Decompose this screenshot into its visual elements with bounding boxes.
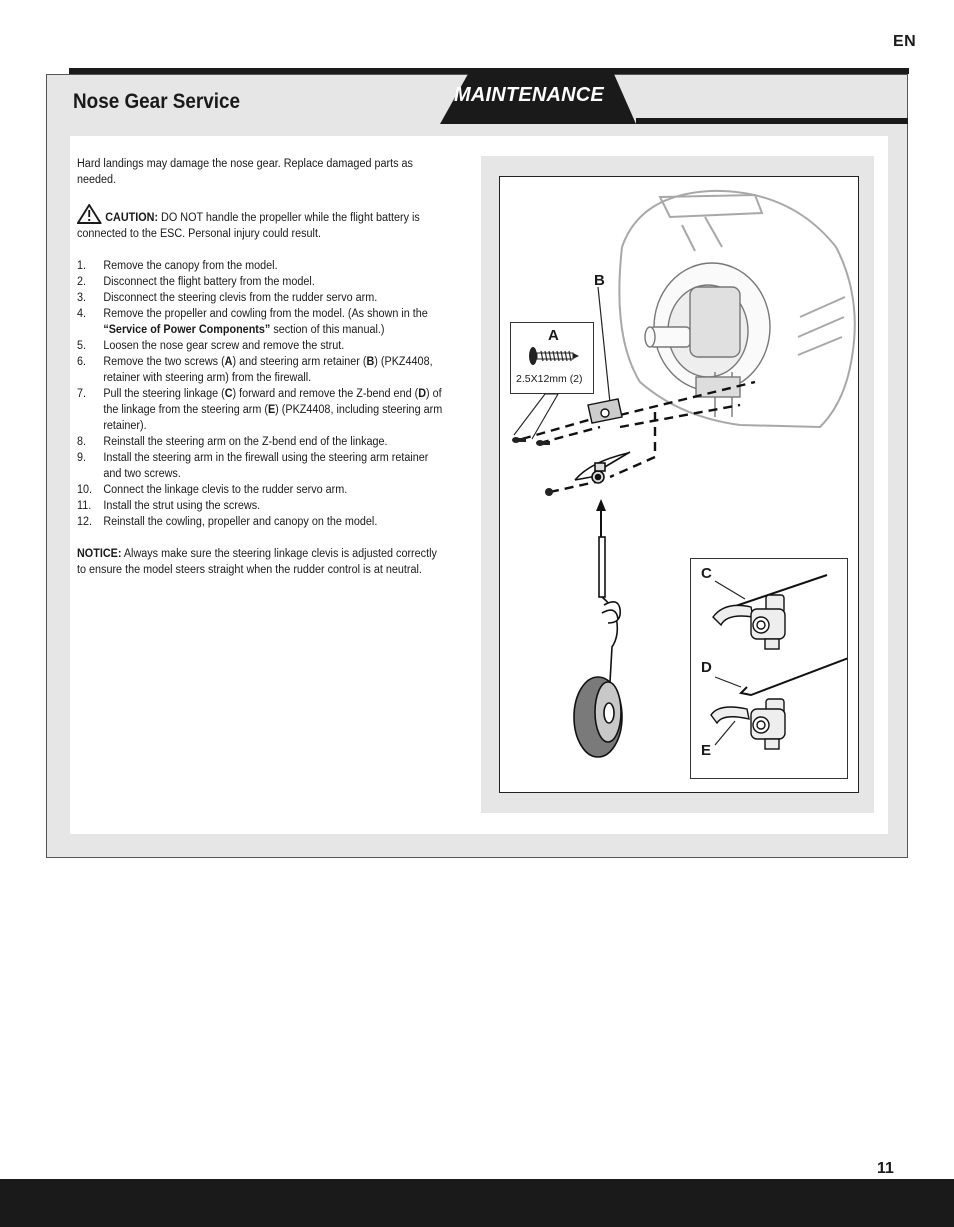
section-tab-label: MAINTENANCE <box>454 84 604 106</box>
caution-text: DO NOT handle the propeller while the flight battery is connected to the ESC. Personal injury could result. <box>77 212 420 240</box>
language-code: EN <box>893 33 917 50</box>
notice-text: Always make sure the steering linkage clevis is adjusted correctly to ensure the model steers straight when the rudder control is at neutral. <box>77 548 437 576</box>
steering-arm-lower <box>711 699 785 749</box>
label-a: A <box>548 327 559 344</box>
label-b: B <box>594 272 605 289</box>
instructions-column <box>77 156 448 578</box>
linkage-detail-drawing <box>691 559 848 779</box>
section-tab <box>440 74 636 124</box>
list-item: 4. Remove the propeller and cowling from the model. (As shown in the “Service of Power Components” section of this manual.) <box>77 308 428 336</box>
nose-wheel <box>574 677 622 757</box>
label-e: E <box>701 742 712 759</box>
steps-list <box>77 258 448 530</box>
warning-triangle-icon <box>77 204 101 224</box>
steering-arm-upper <box>713 595 785 649</box>
header-rule-right <box>636 118 908 124</box>
list-item: 8. Reinstall the steering arm on the Z-bend end of the linkage. <box>77 436 388 448</box>
list-item: 10. Connect the linkage clevis to the rudder servo arm. <box>77 484 348 496</box>
caution-label: CAUTION: <box>105 212 159 224</box>
list-item: 1. Remove the canopy from the model. <box>77 260 278 272</box>
list-item: 11. Install the strut using the screws. <box>77 500 261 512</box>
nose-gear-diagram <box>499 176 859 793</box>
list-item: 7. Pull the steering linkage (C) forward and remove the Z-bend end (D) of the linkage from the steering arm (E) (PKZ4408, including steering arm retainer). <box>77 388 443 432</box>
list-item: 6. Remove the two screws (A) and steering arm retainer (B) (PKZ4408, retainer with steering arm) from the firewall. <box>77 356 433 384</box>
notice-label: NOTICE: <box>77 548 122 560</box>
label-c: C <box>701 565 712 582</box>
list-item: 5. Loosen the nose gear screw and remove the strut. <box>77 340 345 352</box>
list-item: 2. Disconnect the flight battery from the model. <box>77 276 315 288</box>
page-number: 11 <box>877 1160 894 1177</box>
up-arrow-icon <box>596 499 606 542</box>
notice-paragraph <box>77 546 448 578</box>
assembly-guide-lines <box>522 382 755 492</box>
steering-arm-retainer <box>588 399 622 423</box>
intro-text: Hard landings may damage the nose gear. Replace damaged parts as needed. <box>77 158 413 186</box>
page-title: Nose Gear Service <box>73 90 241 113</box>
screw-pair <box>512 437 553 496</box>
label-d: D <box>701 659 712 676</box>
caution-paragraph <box>77 204 448 242</box>
footer-bar <box>0 1179 954 1227</box>
screw-callout <box>510 322 594 394</box>
steering-arm <box>575 452 630 483</box>
list-item: 3. Disconnect the steering clevis from the rudder servo arm. <box>77 292 378 304</box>
list-item: 12. Reinstall the cowling, propeller and canopy on the model. <box>77 516 378 528</box>
list-item: 9. Install the steering arm in the firewall using the steering arm retainer and two screws. <box>77 452 429 480</box>
linkage-rod-lower <box>741 657 848 695</box>
linkage-detail-inset <box>690 558 848 779</box>
screw-size-label: 2.5X12mm (2) <box>516 373 583 385</box>
